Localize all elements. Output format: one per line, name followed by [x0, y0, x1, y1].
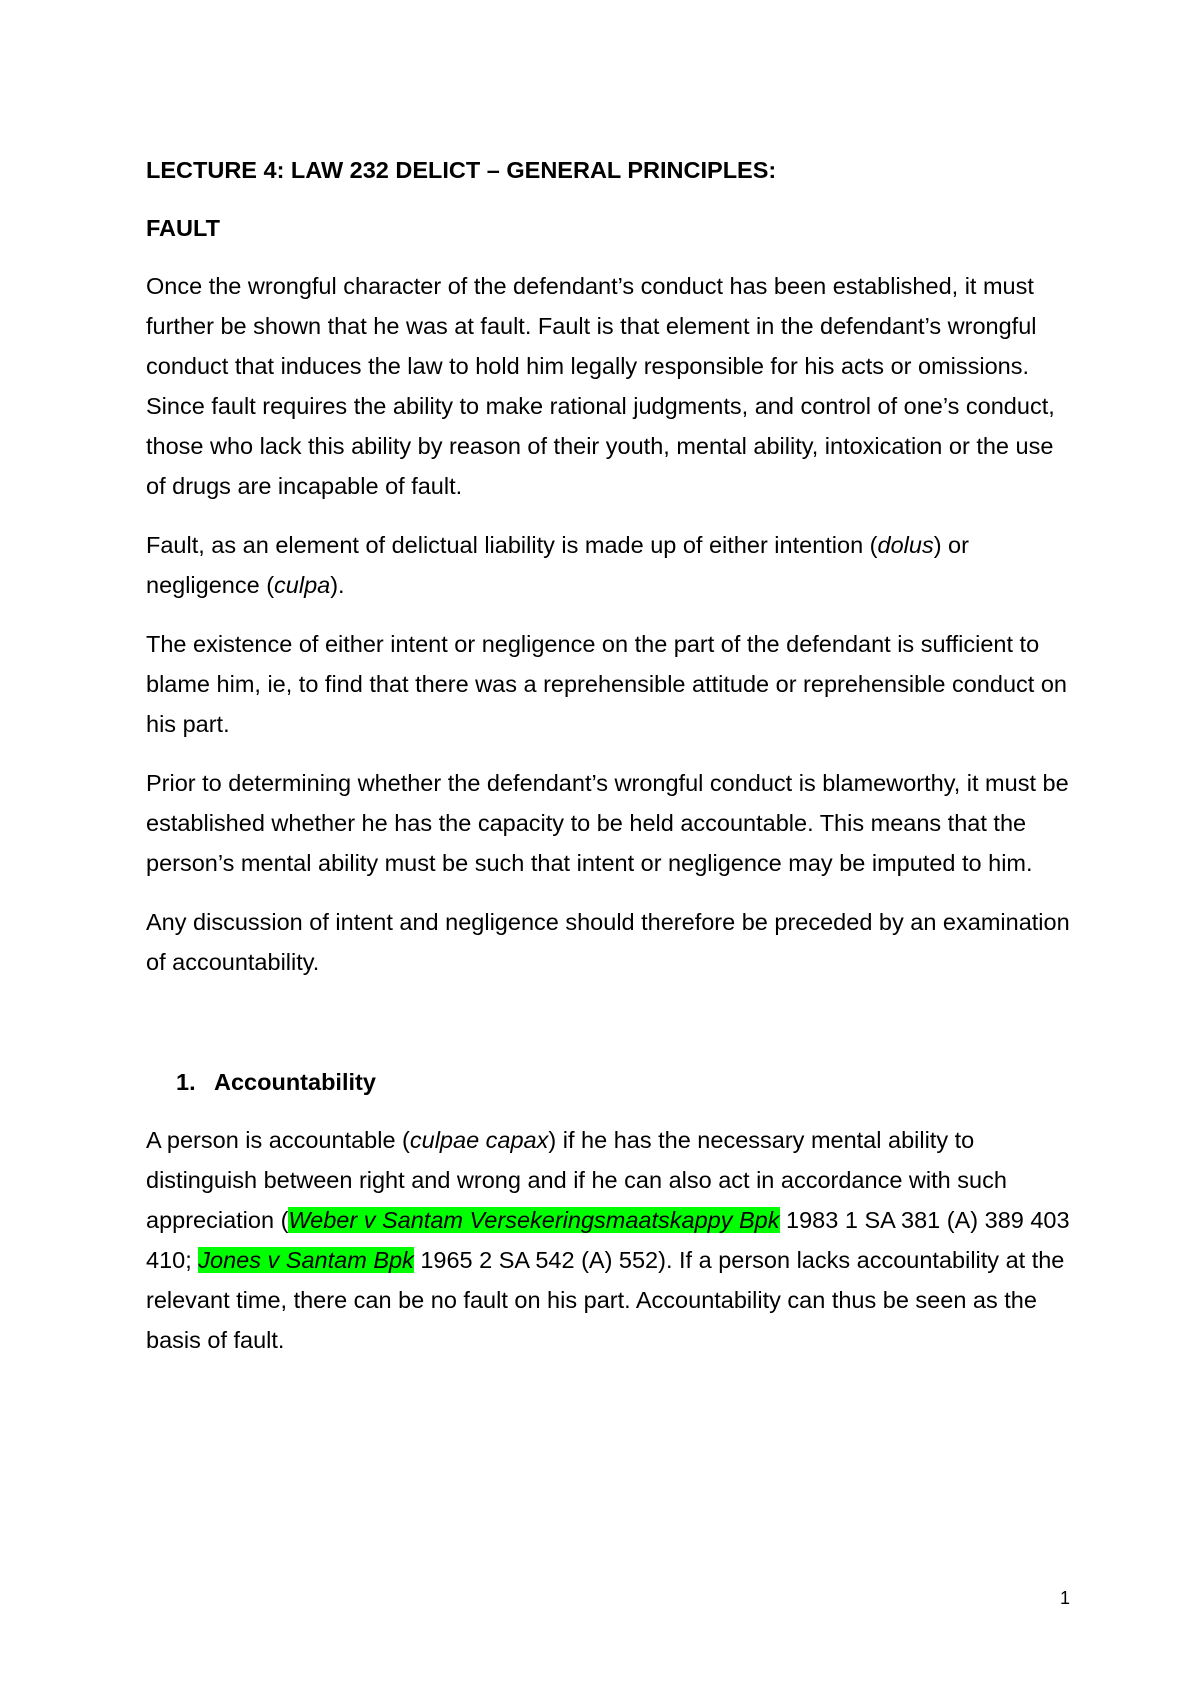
section-heading-accountability — [176, 1062, 1076, 1102]
paragraph-6-text-a: A person is accountable ( — [146, 1127, 410, 1153]
section-heading-text: Accountability — [214, 1069, 376, 1095]
term-dolus: dolus — [877, 532, 934, 558]
term-culpae-capax: culpae capax — [409, 1127, 549, 1153]
paragraph-6-text-e: 1965 2 SA 542 (A) 552). If a person lacks accountability at the relevant time, there can be no fault on his part. Accountability can thus be seen as the basis of fault. — [146, 1247, 1065, 1353]
paragraph-2-text-c: ) or negligence ( — [146, 532, 969, 598]
page-number: 1 — [1059, 1588, 1070, 1608]
paragraph-6-text-d: 1983 1 SA 381 (A) 389 403 410; — [146, 1207, 1070, 1273]
paragraph-6 — [146, 1120, 1076, 1360]
section-number: 1. — [176, 1069, 196, 1095]
paragraph-2-text-e: ). — [330, 572, 345, 598]
paragraph-5: Any discussion of intent and negligence should therefore be preceded by an examination of accountability. — [146, 909, 1070, 975]
highlighted-case-jones: Jones v Santam Bpk — [198, 1247, 414, 1273]
lecture-title: LECTURE 4: LAW 232 DELICT – GENERAL PRINCIPLES: — [146, 157, 777, 183]
paragraph-1: Once the wrongful character of the defendant’s conduct has been established, it must further be shown that he was at fault. Fault is that element in the defendant’s wrongful conduct that induces the law to hold him legally responsible for his acts or omissions. Since fault requires the ability to make rational judgments, and control of one’s conduct, those who lack this ability by reason of their youth, mental ability, intoxication or the use of drugs are incapable of fault. — [146, 273, 1055, 499]
paragraph-6-text-c: ) if he has the necessary mental ability to distinguish between right and wrong and if he can also act in accordance with such appreciation ( — [146, 1127, 1007, 1233]
paragraph-3: The existence of either intent or negligence on the part of the defendant is sufficient to blame him, ie, to find that there was a reprehensible attitude or reprehensible conduct on his part. — [146, 631, 1067, 737]
term-culpa: culpa — [274, 572, 331, 598]
paragraph-4: Prior to determining whether the defendant’s wrongful conduct is blameworthy, it must be established whether he has the capacity to be held accountable. This means that the person’s mental ability must be such that intent or negligence may be imputed to him. — [146, 770, 1069, 876]
highlighted-case-weber: Weber v Santam Versekeringsmaatskappy Bpk — [288, 1207, 780, 1233]
document-body — [146, 150, 1076, 1379]
section-title-fault: FAULT — [146, 215, 220, 241]
paragraph-2 — [146, 525, 1076, 605]
paragraph-2-text-a: Fault, as an element of delictual liability is made up of either intention ( — [146, 532, 878, 558]
